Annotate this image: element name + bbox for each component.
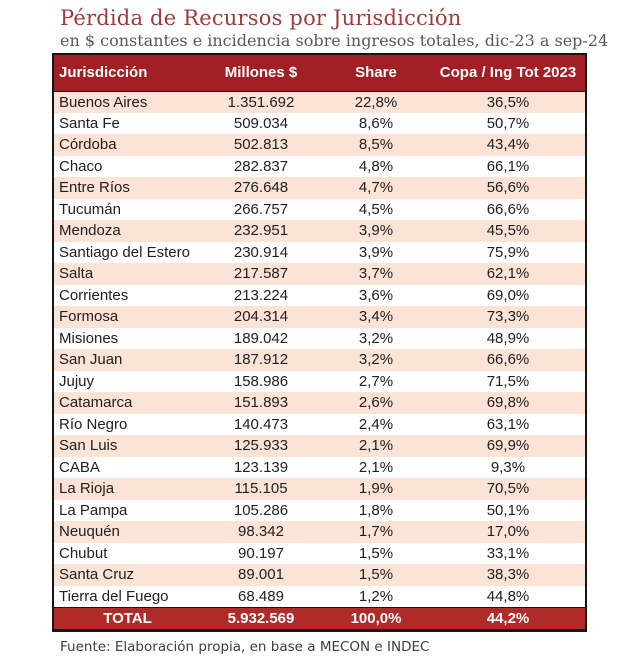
value-cell: 66,6%: [486, 351, 530, 369]
jurisdiction-cell: Salta: [59, 265, 94, 283]
value-cell: 3,9%: [358, 243, 394, 261]
page-title: Pérdida de Recursos por Jurisdicción: [60, 6, 462, 30]
table-row: [53, 306, 586, 328]
table-row: [53, 521, 586, 543]
value-cell: 9,3%: [490, 458, 526, 476]
value-cell: 90.197: [238, 544, 284, 562]
table-row: [53, 199, 586, 221]
value-cell: 75,9%: [486, 243, 530, 261]
value-cell: 73,3%: [486, 308, 530, 326]
value-cell: 3,2%: [358, 351, 394, 369]
value-cell: 98.342: [238, 523, 284, 541]
jurisdiction-cell: Córdoba: [59, 136, 117, 154]
table-row: [53, 285, 586, 307]
table-row: [53, 220, 586, 242]
jurisdiction-cell: Formosa: [59, 308, 119, 326]
value-cell: 213.224: [233, 286, 289, 304]
total-millones-value: 5.932.569: [201, 607, 321, 630]
table-row: [53, 242, 586, 264]
total-label: TOTAL: [53, 607, 201, 630]
value-cell: 63,1%: [486, 415, 530, 433]
value-cell: 2,6%: [358, 394, 394, 412]
value-cell: 50,7%: [486, 114, 530, 132]
jurisdiction-cell: Santa Cruz: [59, 566, 135, 584]
value-cell: 2,1%: [358, 437, 394, 455]
table-row: [53, 500, 586, 522]
source-note: Fuente: Elaboración propia, en base a MECON e INDEC: [60, 638, 430, 655]
value-cell: 8,5%: [358, 136, 394, 154]
value-cell: 217.587: [233, 265, 289, 283]
table-body: [53, 91, 586, 607]
value-cell: 1,5%: [358, 566, 394, 584]
value-cell: 68.489: [238, 587, 284, 605]
value-cell: 4,7%: [358, 179, 394, 197]
value-cell: 189.042: [233, 329, 289, 347]
value-cell: 187.912: [233, 351, 289, 369]
total-row: [53, 607, 586, 630]
table-row: [53, 177, 586, 199]
table-row: [53, 263, 586, 285]
value-cell: 56,6%: [486, 179, 530, 197]
value-cell: 3,4%: [358, 308, 394, 326]
value-cell: 8,6%: [358, 114, 394, 132]
value-cell: 266.757: [233, 200, 289, 218]
value-cell: 2,1%: [358, 458, 394, 476]
jurisdiction-cell: Neuquén: [59, 523, 120, 541]
table-row: [53, 371, 586, 393]
jurisdiction-cell: Chubut: [59, 544, 108, 562]
jurisdiction-cell: Corrientes: [59, 286, 129, 304]
value-cell: 232.951: [233, 222, 289, 240]
value-cell: 71,5%: [486, 372, 530, 390]
value-cell: 50,1%: [486, 501, 530, 519]
page-subtitle: en $ constantes e incidencia sobre ingresos totales, dic-23 a sep-24: [60, 31, 609, 50]
value-cell: 33,1%: [486, 544, 530, 562]
value-cell: 70,5%: [486, 480, 530, 498]
table-row: [53, 414, 586, 436]
table-row: [53, 543, 586, 565]
column-header-jurisdiccion: Jurisdicción: [53, 54, 201, 91]
value-cell: 3,7%: [358, 265, 394, 283]
jurisdiction-cell: Santiago del Estero: [59, 243, 190, 261]
jurisdiction-cell: La Pampa: [59, 501, 128, 519]
jurisdiction-cell: Buenos Aires: [59, 93, 148, 111]
value-cell: 4,8%: [358, 157, 394, 175]
value-cell: 282.837: [233, 157, 289, 175]
value-cell: 276.648: [233, 179, 289, 197]
table-row: [53, 91, 586, 113]
table-row: [53, 134, 586, 156]
jurisdiction-cell: San Luis: [59, 437, 118, 455]
table-row: [53, 564, 586, 586]
value-cell: 48,9%: [486, 329, 530, 347]
column-header-copa-ing-tot: Copa / Ing Tot 2023: [431, 54, 586, 91]
value-cell: 69,0%: [486, 286, 530, 304]
value-cell: 36,5%: [486, 93, 530, 111]
table-row: [53, 113, 586, 135]
value-cell: 3,9%: [358, 222, 394, 240]
jurisdiction-cell: Mendoza: [59, 222, 121, 240]
table-row: [53, 586, 586, 608]
value-cell: 1.351.692: [227, 93, 295, 111]
value-cell: 22,8%: [354, 93, 398, 111]
value-cell: 2,4%: [358, 415, 394, 433]
value-cell: 204.314: [233, 308, 289, 326]
table-row: [53, 435, 586, 457]
value-cell: 69,9%: [486, 437, 530, 455]
value-cell: 89.001: [238, 566, 284, 584]
value-cell: 38,3%: [486, 566, 530, 584]
value-cell: 62,1%: [486, 265, 530, 283]
jurisdiction-cell: Jujuy: [59, 372, 95, 390]
value-cell: 44,8%: [486, 587, 530, 605]
value-cell: 502.813: [233, 136, 289, 154]
value-cell: 125.933: [233, 437, 289, 455]
jurisdiction-cell: La Rioja: [59, 480, 115, 498]
value-cell: 3,2%: [358, 329, 394, 347]
value-cell: 140.473: [233, 415, 289, 433]
jurisdiction-cell: Misiones: [59, 329, 119, 347]
value-cell: 1,8%: [358, 501, 394, 519]
table-row: [53, 328, 586, 350]
value-cell: 45,5%: [486, 222, 530, 240]
jurisdiction-cell: Santa Fe: [59, 114, 120, 132]
value-cell: 69,8%: [486, 394, 530, 412]
value-cell: 66,6%: [486, 200, 530, 218]
jurisdiction-cell: Río Negro: [59, 415, 128, 433]
value-cell: 158.986: [233, 372, 289, 390]
value-cell: 123.139: [233, 458, 289, 476]
value-cell: 509.034: [233, 114, 289, 132]
column-header-share: Share: [321, 54, 431, 91]
jurisdiction-table: [52, 53, 587, 632]
value-cell: 3,6%: [358, 286, 394, 304]
jurisdiction-cell: Tierra del Fuego: [59, 587, 169, 605]
value-cell: 105.286: [233, 501, 289, 519]
jurisdiction-cell: Tucumán: [59, 200, 121, 218]
table-row: [53, 478, 586, 500]
value-cell: 151.893: [233, 394, 289, 412]
value-cell: 1,9%: [358, 480, 394, 498]
jurisdiction-cell: CABA: [59, 458, 100, 476]
table-row: [53, 349, 586, 371]
value-cell: 17,0%: [486, 523, 530, 541]
value-cell: 230.914: [233, 243, 289, 261]
table-row: [53, 392, 586, 414]
table-header-row: [53, 54, 586, 91]
value-cell: 2,7%: [358, 372, 394, 390]
jurisdiction-cell: Chaco: [59, 157, 103, 175]
table-row: [53, 156, 586, 178]
jurisdiction-cell: Catamarca: [59, 394, 133, 412]
value-cell: 4,5%: [358, 200, 394, 218]
total-share-value: 100,0%: [321, 607, 431, 630]
jurisdiction-cell: San Juan: [59, 351, 123, 369]
value-cell: 1,5%: [358, 544, 394, 562]
jurisdiction-cell: Entre Ríos: [59, 179, 130, 197]
value-cell: 43,4%: [486, 136, 530, 154]
column-header-millones: Millones $: [201, 54, 321, 91]
table-row: [53, 457, 586, 479]
total-copa-value: 44,2%: [431, 607, 586, 630]
value-cell: 66,1%: [486, 157, 530, 175]
value-cell: 1,7%: [358, 523, 394, 541]
value-cell: 115.105: [234, 480, 288, 498]
value-cell: 1,2%: [358, 587, 394, 605]
